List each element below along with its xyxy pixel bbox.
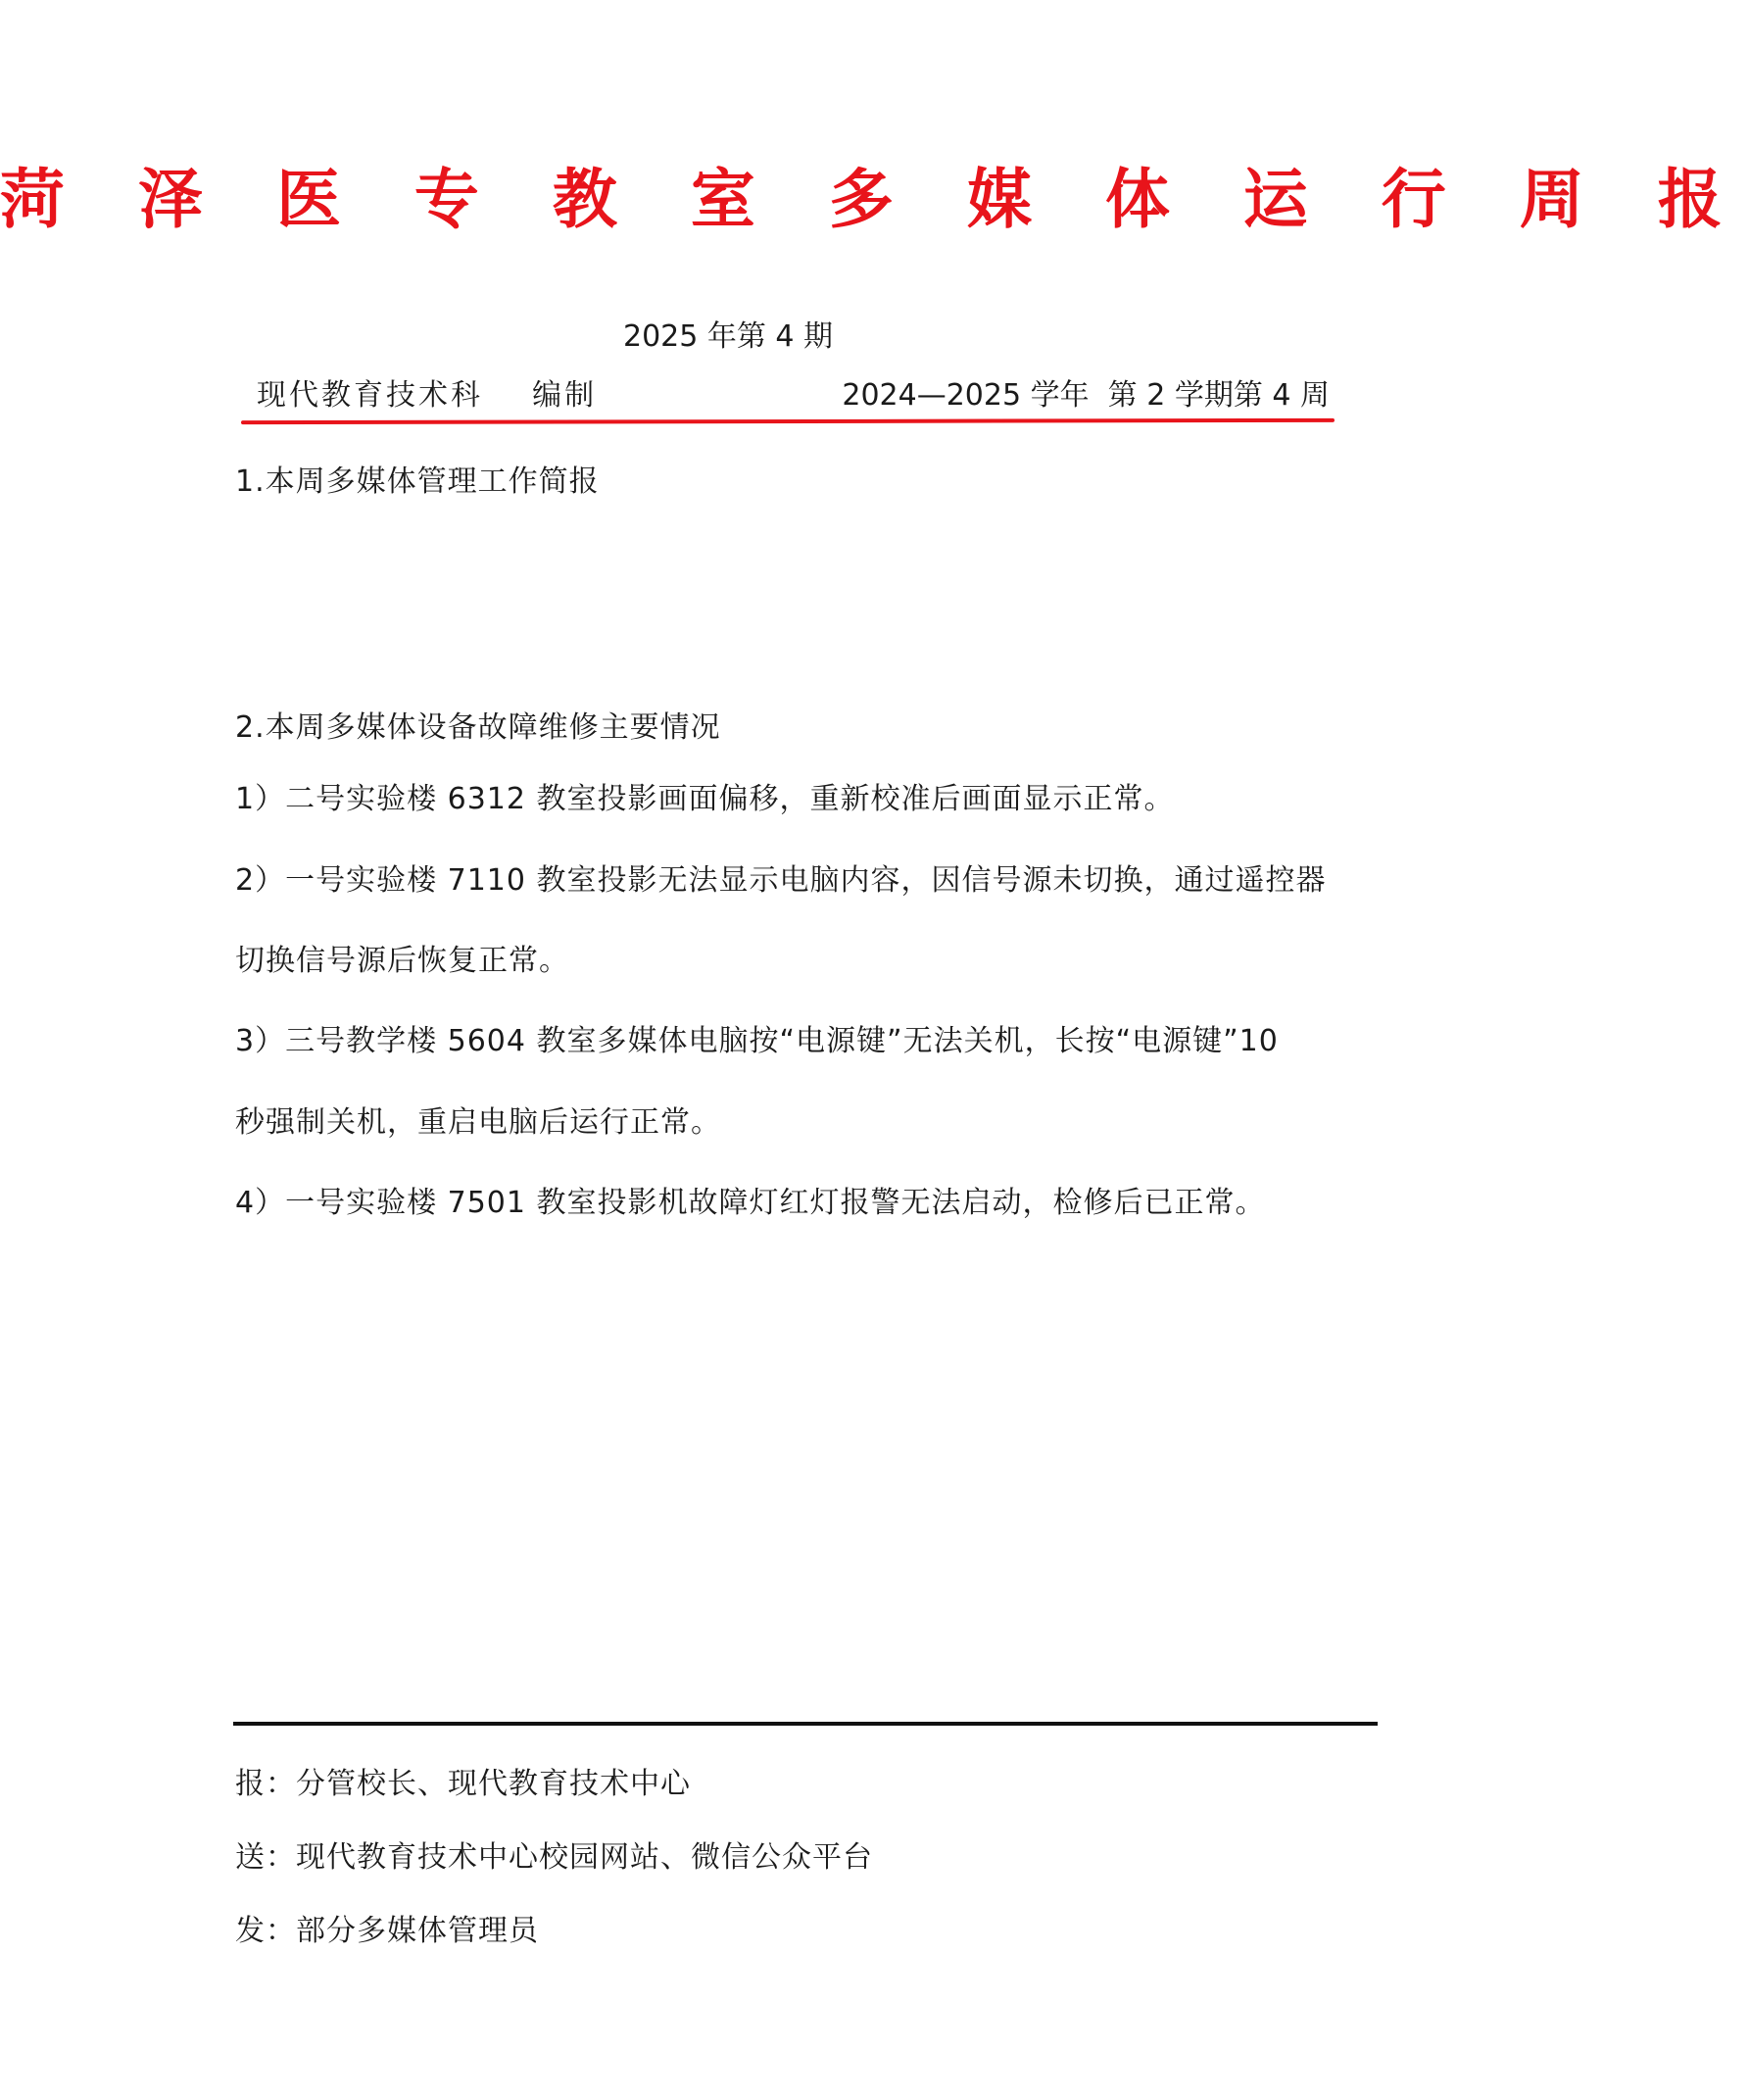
report-title: 菏 泽 医 专 教 室 多 媒 体 运 行 周 报 [0, 161, 1748, 237]
term-line: 2024—2025 学年 第 2 学期第 4 周 [842, 378, 1330, 413]
repair-item-2-line1: 2）一号实验楼 7110 教室投影无法显示电脑内容，因信号源未切换，通过遥控器 [235, 863, 1327, 898]
section2-heading: 2.本周多媒体设备故障维修主要情况 [235, 710, 721, 745]
issue-to-line: 发：部分多媒体管理员 [235, 1914, 539, 1948]
send-to-line: 送：现代教育技术中心校园网站、微信公众平台 [235, 1840, 873, 1875]
compiler-line: 现代教育技术科 编制 [257, 378, 598, 413]
repair-item-3-line2: 秒强制关机，重启电脑后运行正常。 [235, 1105, 721, 1140]
footer-divider [233, 1722, 1378, 1726]
report-to-line: 报：分管校长、现代教育技术中心 [235, 1767, 691, 1801]
repair-item-3-line1: 3）三号教学楼 5604 教室多媒体电脑按“电源键”无法关机，长按“电源键”10 [235, 1024, 1279, 1058]
issue-number: 2025 年第 4 期 [623, 319, 834, 354]
repair-item-4: 4）一号实验楼 7501 教室投影机故障灯红灯报警无法启动，检修后已正常。 [235, 1186, 1266, 1220]
header-red-divider [241, 418, 1335, 424]
section1-heading: 1.本周多媒体管理工作简报 [235, 464, 600, 499]
repair-item-2-line2: 切换信号源后恢复正常。 [235, 944, 569, 978]
repair-item-1: 1）二号实验楼 6312 教室投影画面偏移，重新校准后画面显示正常。 [235, 782, 1175, 816]
